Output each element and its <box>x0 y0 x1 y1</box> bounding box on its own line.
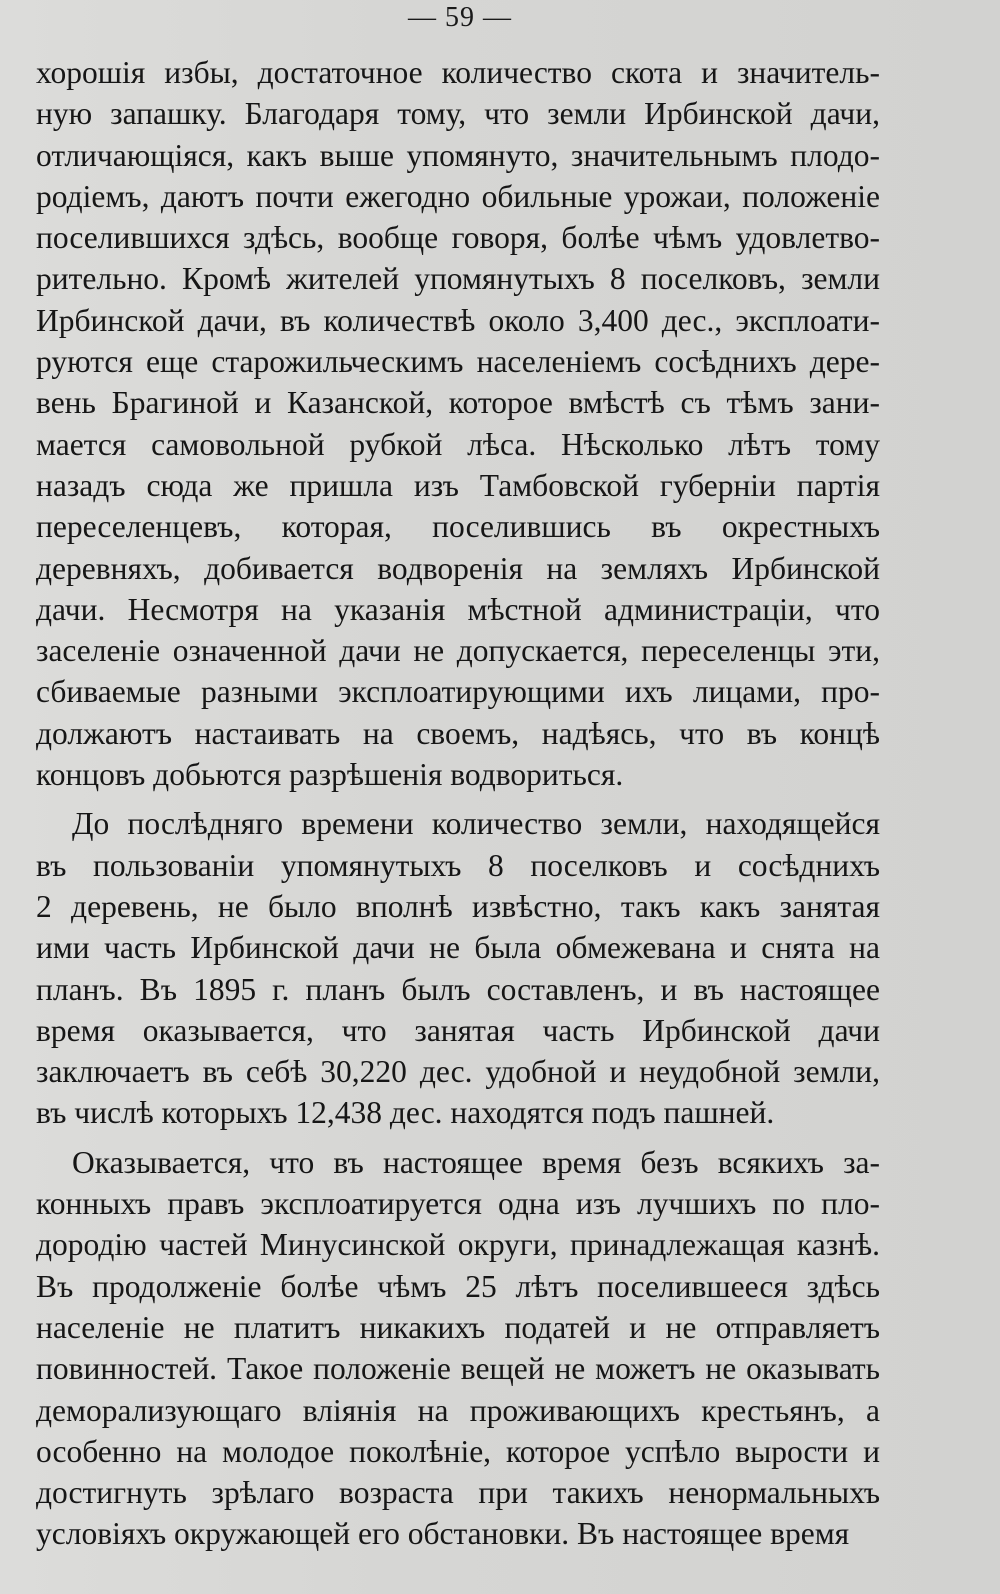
text-line: заселеніе означенной дачи не допускается, переселенцы эти, <box>36 633 880 669</box>
text-line: время оказывается, что занятая часть Ирбинской дачи <box>36 1012 880 1048</box>
text-line: родіемъ, даютъ почти ежегодно обильные урожаи, положеніе <box>36 178 880 214</box>
text-line: дачи. Несмотря на указанія мѣстной администраціи, что <box>36 591 880 627</box>
text-line: деревняхъ, добивается водворенія на земляхъ Ирбинской <box>36 550 880 586</box>
text-line: мается самовольной рубкой лѣса. Нѣсколько лѣтъ тому <box>36 426 880 462</box>
text-line: отличающіяся, какъ выше упомянуто, значительнымъ плодо- <box>36 137 880 173</box>
text-line: рительно. Кромѣ жителей упомянутыхъ 8 поселковъ, земли <box>36 261 880 297</box>
text-line: вень Брагиной и Казанской, которое вмѣстѣ съ тѣмъ зани- <box>36 385 880 421</box>
page-number: — 59 — <box>408 2 512 33</box>
text-line: населеніе не платитъ никакихъ податей и не отправляетъ <box>36 1309 880 1345</box>
text-line: конныхъ правъ эксплоатируется одна изъ лучшихъ по пло- <box>36 1186 880 1222</box>
paragraph <box>36 1142 880 1555</box>
text-line: въ пользованіи упомянутыхъ 8 поселковъ и сосѣднихъ <box>36 847 880 883</box>
body-text <box>36 52 880 1555</box>
text-line: повинностей. Такое положеніе вещей не можетъ не оказывать <box>36 1351 880 1387</box>
text-line: дородію частей Минусинской округи, принадлежащая казнѣ. <box>36 1227 880 1263</box>
text-line: хорошія избы, достаточное количество скота и значитель- <box>36 55 880 90</box>
text-line: Ирбинской дачи, въ количествѣ около 3,400 дес., эксплоати- <box>36 302 880 338</box>
text-line: Въ продолженіе болѣе чѣмъ 25 лѣтъ поселившееся здѣсь <box>36 1268 880 1304</box>
text-line: До послѣдняго времени количество земли, находящейся <box>72 806 880 842</box>
text-line: сбиваемые разными эксплоатирующими ихъ лицами, про- <box>36 674 880 710</box>
text-line: поселившихся здѣсь, вообще говоря, болѣе чѣмъ удовлетво- <box>36 220 880 256</box>
paragraph <box>36 52 880 795</box>
text-line: заключаетъ въ себѣ 30,220 дес. удобной и неудобной земли, <box>36 1054 880 1090</box>
paragraph <box>36 803 880 1133</box>
text-line: въ числѣ которыхъ 12,438 дес. находятся подъ пашней. <box>36 1095 775 1131</box>
text-line: деморализующаго вліянія на проживающихъ крестьянъ, а <box>36 1392 880 1428</box>
text-line: условіяхъ окружающей его обстановки. Въ настоящее время <box>36 1516 850 1552</box>
text-line: особенно на молодое поколѣніе, которое успѣло вырости и <box>36 1433 880 1469</box>
text-line: ими часть Ирбинской дачи не была обмежевана и снята на <box>36 930 880 966</box>
text-line: планъ. Въ 1895 г. планъ былъ составленъ, и въ настоящее <box>36 971 880 1007</box>
text-line: Оказывается, что въ настоящее время безъ всякихъ за- <box>72 1144 880 1180</box>
text-line: ную запашку. Благодаря тому, что земли Ирбинской дачи, <box>36 96 880 132</box>
text-line: 2 деревень, не было вполнѣ извѣстно, такъ какъ занятая <box>36 888 880 924</box>
text-line: достигнуть зрѣлаго возраста при такихъ ненормальныхъ <box>36 1475 880 1511</box>
text-line: назадъ сюда же пришла изъ Тамбовской губерніи партія <box>36 467 880 503</box>
text-line: концовъ добьются разрѣшенія водвориться. <box>36 757 624 793</box>
text-line: руются еще старожильческимъ населеніемъ сосѣднихъ дере- <box>36 344 880 380</box>
text-line: должаютъ настаивать на своемъ, надѣясь, что въ концѣ <box>36 715 880 751</box>
text-line: переселенцевъ, которая, поселившись въ окрестныхъ <box>36 509 880 545</box>
